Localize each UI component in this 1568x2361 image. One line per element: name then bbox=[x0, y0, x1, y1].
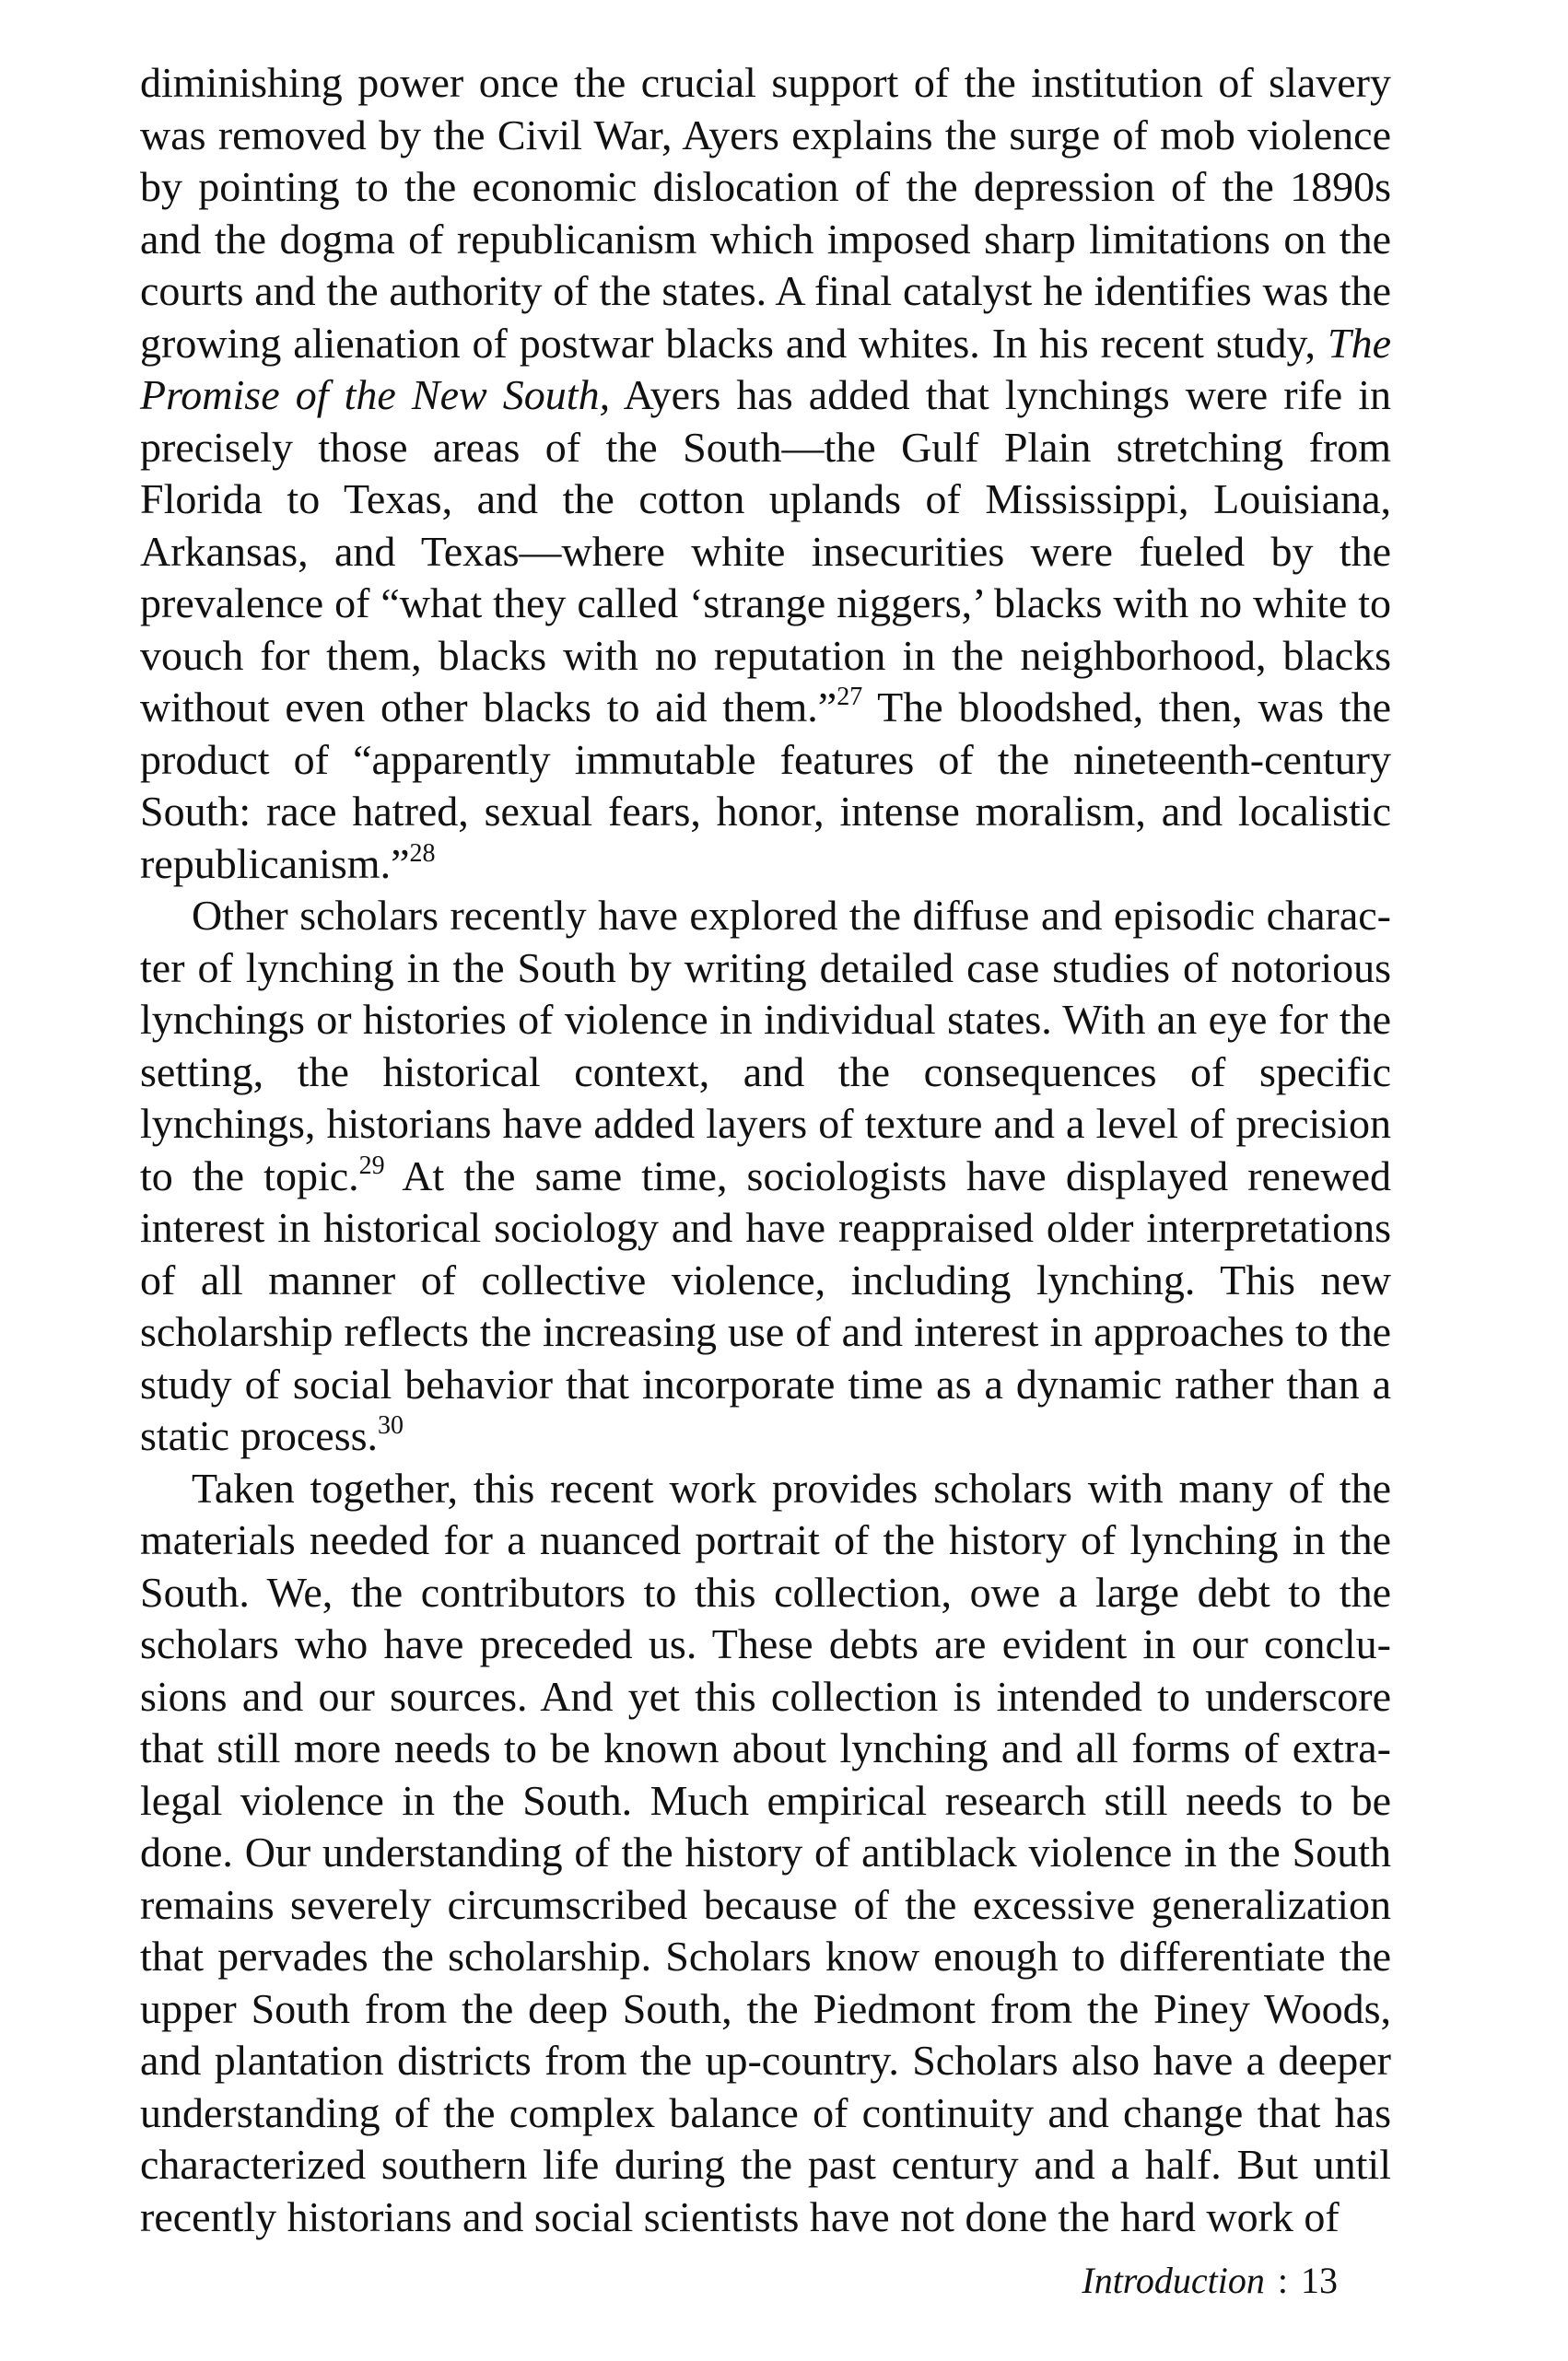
p1-text-3: The bloodshed, then, was the product of “apparently immutable features of the nineteenth-century South: race hatred, sexual fears, honor, intense moralism, and localistic republicanism.” bbox=[140, 684, 1391, 887]
book-title-promise-of-the-new-south: The Promise of the New South, bbox=[140, 319, 1391, 418]
footnote-ref-29[interactable]: 29 bbox=[358, 1151, 385, 1180]
p2-text-1: Other scholars recently have explored the diffuse and episodic character of lynching in the South by writing detailed case studies of notorious lynchings or histories of violence in individual states. With an eye for the setting, the historical context, and the consequences of specific lynchings, historians have added layers of texture and a level of precision to the topic. bbox=[140, 892, 1391, 1199]
p1-text-2: Ayers has added that lynchings were rife in precisely those areas of the South—the Gulf Plain stretching from Florida to Texas, and the cotton uplands of Mississippi, Louisiana, Arkansas, and Texas—where white insecurities were fueled by the prevalence of “what they called ‘strange niggers,’ blacks with no white to vouch for them, blacks with no reputation in the neighborhood, blacks without even other blacks to aid them.” bbox=[140, 371, 1392, 731]
paragraph-1 bbox=[140, 57, 1391, 890]
paragraph-2 bbox=[140, 890, 1391, 1463]
paragraph-3 bbox=[140, 1463, 1391, 2244]
running-title: Introduction bbox=[1082, 2260, 1265, 2301]
footnote-ref-28[interactable]: 28 bbox=[409, 838, 436, 868]
p3-text-1: Taken together, this recent work provides scholars with many of the materials needed for a nuanced portrait of the history of lynching in the South. We, the contributors to this collection, owe a large debt to the scholars who have preceded us. These debts are evident in our conclusions and our sources. And yet this collection is intended to underscore that still more needs to be known about lynching and all forms of extralegal violence in the South. Much empirical research still needs to be done. Our understanding of the history of antiblack violence in the South remains severely circumscribed because of the excessive generalization that pervades the scholarship. Scholars know enough to differentiate the upper South from the deep South, the Piedmont from the Piney Woods, and plantation districts from the up-country. Scholars also have a deeper understanding of the complex balance of continuity and change that has characterized southern life during the past century and a half. But until recently historians and social scientists have not done the hard work of bbox=[140, 1464, 1391, 2240]
footnote-ref-27[interactable]: 27 bbox=[837, 683, 863, 711]
page-body bbox=[140, 57, 1391, 2243]
p1-text-1: diminishing power once the crucial support of the institution of slavery was removed by the Civil War, Ayers explains the surge of mob violence by pointing to the economic dislocation of the depression of the 1890s and the dogma of republicanism which imposed sharp limitations on the courts and the authority of the states. A final catalyst he identifies was the growing alienation of postwar blacks and whites. In his recent study, bbox=[140, 59, 1391, 367]
footnote-ref-30[interactable]: 30 bbox=[378, 1411, 404, 1440]
footer-separator: : bbox=[1277, 2260, 1288, 2301]
page-footer bbox=[1082, 2259, 1338, 2302]
page-number: 13 bbox=[1301, 2260, 1338, 2301]
p2-text-2: At the same time, sociologists have displayed renewed interest in historical sociology and have reappraised older interpretations of all manner of collective violence, including lynching. This new scholarship reflects the increasing use of and interest in approaches to the study of social behavior that incorporate time as a dynamic rather than a static process. bbox=[140, 1151, 1391, 1459]
